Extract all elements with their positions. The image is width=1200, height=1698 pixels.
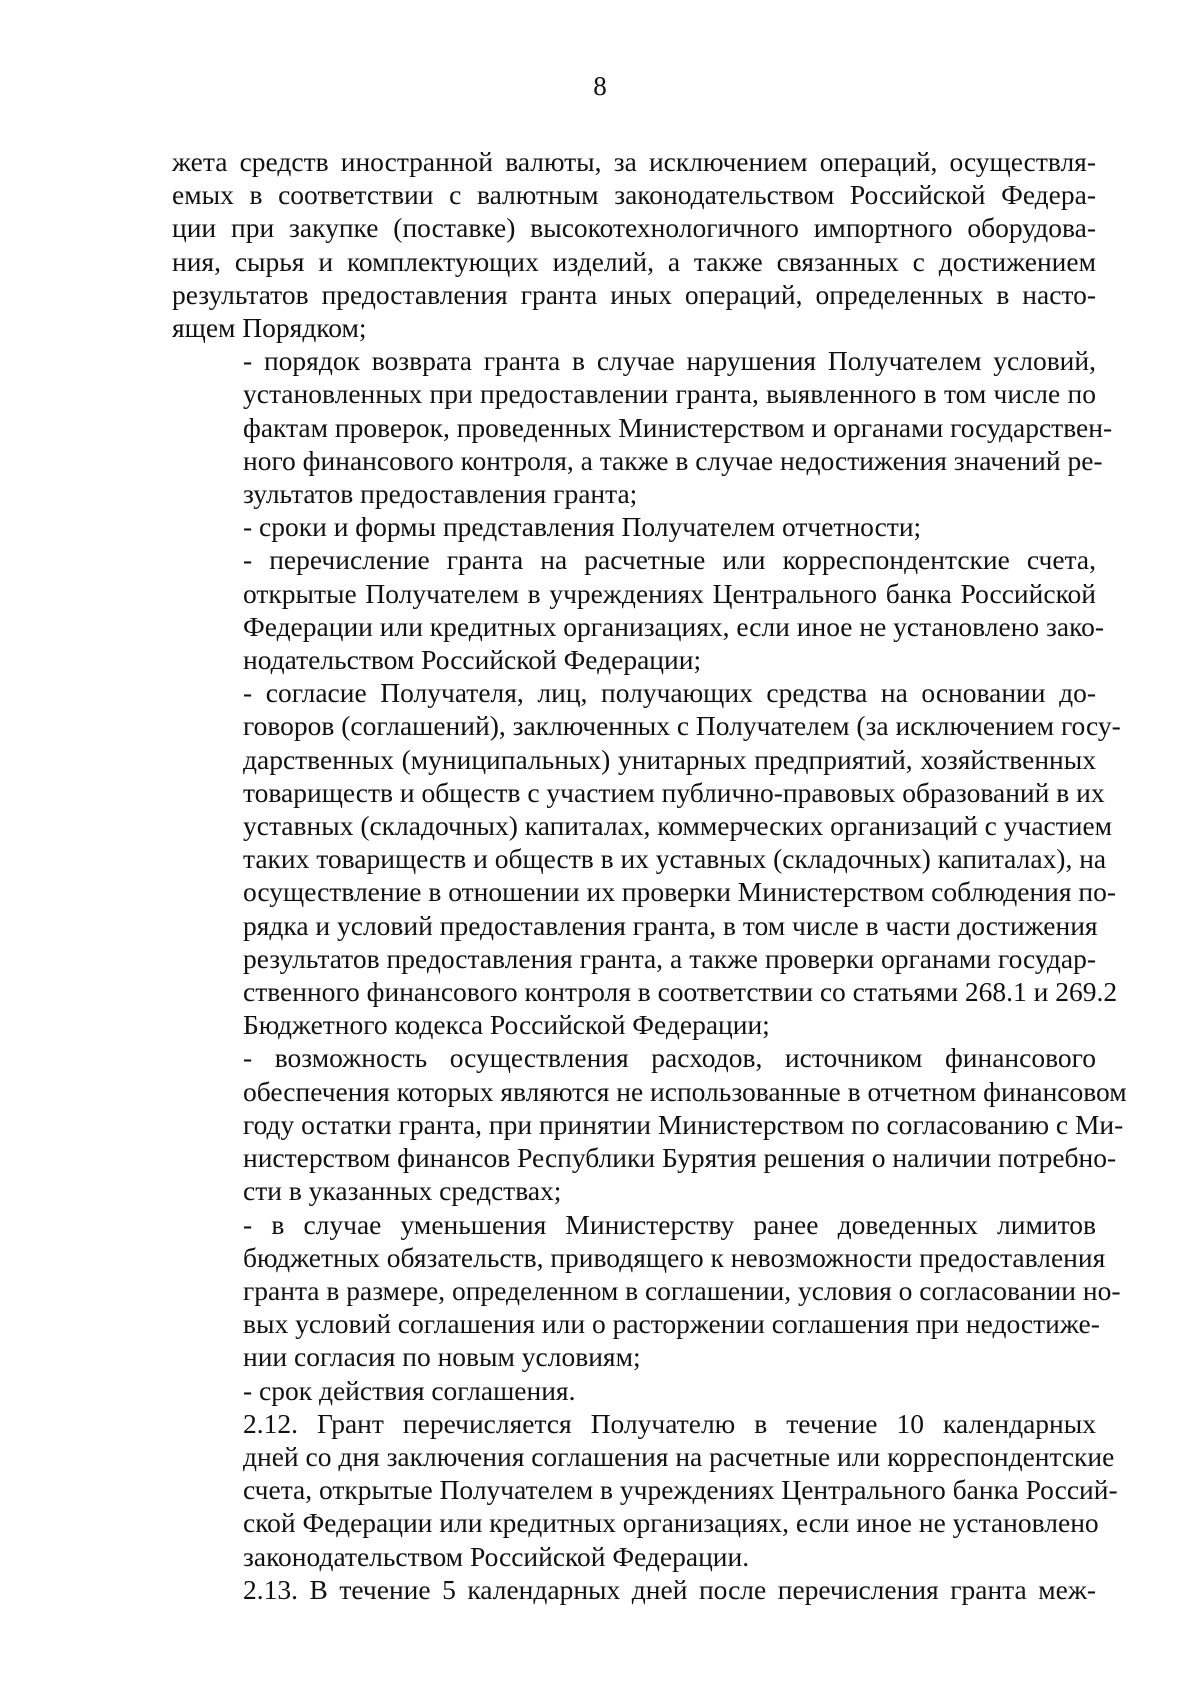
text-line: ственного финансового контроля в соответствии со статьями 268.1 и 269.2 — [243, 976, 1118, 1008]
text-line: - перечисление гранта на расчетные или корреспондентские счета, — [243, 544, 1096, 576]
paragraph — [172, 1407, 1118, 1573]
text-line: результатов предоставления гранта, а также проверки органами государ- — [243, 942, 1096, 974]
paragraph — [172, 1573, 1096, 1606]
text-line: рядка и условий предоставления гранта, в том числе в части достижения — [243, 909, 1098, 941]
text-line: 2.12. Грант перечисляется Получателю в течение 10 календарных — [243, 1407, 1096, 1439]
text-line: нии согласия по новым условиям; — [243, 1341, 641, 1373]
text-line: - срок действия соглашения. — [243, 1374, 576, 1406]
text-line: нистерством финансов Республики Бурятия решения о наличии потребно- — [243, 1142, 1117, 1174]
text-line: установленных при предоставлении гранта, выявленного в том числе по — [243, 378, 1096, 410]
text-line: - сроки и формы представления Получателем отчетности; — [243, 511, 922, 543]
text-line: гранта в размере, определенном в соглашении, условия о согласовании но- — [243, 1274, 1121, 1306]
paragraph — [172, 1208, 1121, 1374]
paragraph — [172, 344, 1113, 510]
paragraph — [172, 543, 1104, 676]
text-line: году остатки гранта, при принятии Министерством по согласованию с Ми- — [243, 1108, 1124, 1140]
text-line: зультатов предоставления гранта; — [243, 478, 638, 510]
text-line: осуществление в отношении их проверки Министерством соблюдения по- — [243, 876, 1117, 908]
paragraph — [172, 676, 1121, 1041]
text-line: фактам проверок, проведенных Министерством и органами государствен- — [243, 411, 1113, 443]
text-line: емых в соответствии с валютным законодательством Российской Федера- — [172, 179, 1096, 211]
text-line: - согласие Получателя, лиц, получающих средства на основании до- — [243, 677, 1096, 709]
text-line: говоров (соглашений), заключенных с Получателем (за исключением госу- — [243, 710, 1121, 742]
text-line: ящем Порядком; — [172, 312, 367, 344]
text-line: 2.13. В течение 5 календарных дней после перечисления гранта меж- — [243, 1573, 1096, 1605]
paragraph — [172, 1374, 1096, 1407]
text-line: ния, сырья и комплектующих изделий, а также связанных с достижением — [172, 245, 1096, 277]
text-line: законодательством Российской Федерации. — [243, 1540, 750, 1572]
text-line: уставных (складочных) капиталах, коммерческих организаций с участием — [243, 810, 1113, 842]
paragraph — [172, 1041, 1127, 1207]
text-line: - возможность осуществления расходов, источником финансового — [243, 1042, 1096, 1074]
text-line: жета средств иностранной валюты, за исключением операций, осуществля- — [172, 146, 1096, 177]
text-line: открытые Получателем в учреждениях Центрального банка Российской — [243, 577, 1096, 609]
paragraph — [172, 510, 1096, 543]
text-line: счета, открытые Получателем в учреждениях Центрального банка Россий- — [243, 1474, 1118, 1506]
text-line: результатов предоставления гранта иных операций, определенных в насто- — [172, 278, 1096, 310]
text-line: товариществ и обществ с участием публично-правовых образований в их — [243, 776, 1105, 808]
text-line: дарственных (муниципальных) унитарных предприятий, хозяйственных — [243, 743, 1096, 775]
text-line: Бюджетного кодекса Российской Федерации; — [243, 1009, 770, 1041]
text-line: обеспечения которых являются не использованные в отчетном финансовом — [243, 1075, 1127, 1107]
text-line: - в случае уменьшения Министерству ранее доведенных лимитов — [243, 1208, 1096, 1240]
text-line: таких товариществ и обществ в их уставных (складочных) капиталах), на — [243, 843, 1107, 875]
text-line: сти в указанных средствах; — [243, 1175, 562, 1207]
text-line: бюджетных обязательств, приводящего к невозможности предоставления — [243, 1241, 1106, 1273]
text-line: ции при закупке (поставке) высокотехнологичного импортного оборудова- — [172, 212, 1096, 244]
text-line: дней со дня заключения соглашения на расчетные или корреспондентские — [243, 1440, 1115, 1472]
text-line: ской Федерации или кредитных организациях, если иное не установлено — [243, 1507, 1099, 1539]
text-line: Федерации или кредитных организациях, если иное не установлено зако- — [243, 610, 1104, 642]
text-line: вых условий соглашения или о расторжении соглашения при недостиже- — [243, 1308, 1100, 1340]
text-line: - порядок возврата гранта в случае нарушения Получателем условий, — [243, 345, 1096, 377]
paragraph — [172, 145, 1096, 344]
text-line: нодательством Российской Федерации; — [243, 644, 702, 676]
document-body — [172, 145, 1127, 1606]
page-number: 8 — [593, 71, 607, 101]
text-line: ного финансового контроля, а также в случае недостижения значений ре- — [243, 444, 1103, 476]
